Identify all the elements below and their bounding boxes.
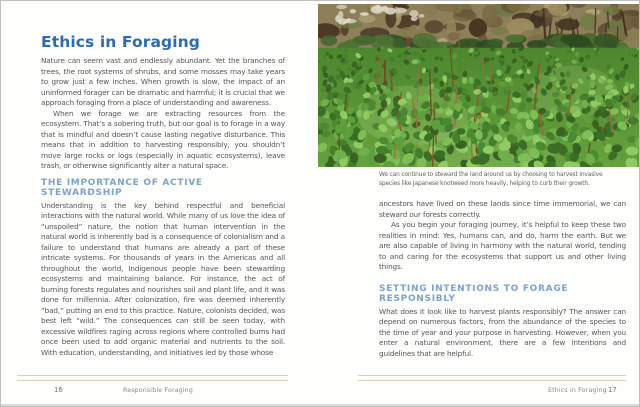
page-number-right: 17 (608, 386, 617, 394)
chapter-title: Ethics in Foraging (41, 33, 200, 51)
paragraph: What does it look like to harvest plants responsibly? The answer can depend on numerous factors, from the abundance of the species to the time of year and your purpose in harvesting. However, when you enter a natural environment, there are a few intentions and guidelines that are helpful. (379, 306, 626, 358)
paragraph: Understanding is the key behind respectful and beneficial interactions with the natural world. While many of us love the idea of “unspoiled” nature, the notion that human intervention in the natural world is inherently bad is a consequence of colonialism and a failure to understand that humans are already a part of these intricate systems. For thousands of years in the Americas and all throughout the world, Indigenous people have been stewarding ecosystems and maintaining balance. For instance, the act of burning forests regulates and nourishes soil and plant life, and it was done for millennia. After colonization, fire was deemed inherently “bad,” putting an end to this practice. Nature, colonists decided, was best left “wild.” The consequences can still be seen today, with excessive wildfires raging across regions where controlled burns had once been used to add organic material and nutrients to the soil. With education, understanding, and initiatives led by those whose (41, 200, 285, 357)
knotweed-photo (318, 4, 640, 167)
footer-rule-right (358, 375, 626, 381)
running-title-left: Responsible Foraging (123, 387, 194, 394)
paragraph: As you begin your foraging journey, it’s helpful to keep these two realities in mind: Yes, humans can, and do, harm the earth. But we are also capable of living in harmony with the natural world, tending to and caring for the ecosystems that support us and other living things. (379, 220, 626, 271)
paragraph: ancestors have lived on these lands since time immemorial, we can steward our forests correctly. (379, 199, 626, 219)
paragraph: Nature can seem vast and endlessly abundant. Yet the branches of trees, the root systems of shrubs, and some mosses may take years to grow just a few inches. When growth is slow, the impact of an uninformed forager can be dramatic and harmful; it is crucial that we approach foraging from a place of understanding and awareness. (41, 56, 285, 107)
running-title-right: Ethics in Foraging (548, 387, 607, 394)
section-heading-setting-intentions: SETTING INTENTIONS TO FORAGE RESPONSIBLY (379, 283, 569, 304)
section-heading-active-stewardship: THE IMPORTANCE OF ACTIVE STEWARDSHIP (41, 177, 203, 198)
left-page (41, 1, 285, 358)
photo-caption: We can continue to steward the land around us by choosing to harvest invasive species like Japanese knotweed more heavily, helping to curb their growth. (379, 172, 603, 187)
paragraph: When we forage we are extracting resources from the ecosystem. That’s a sobering truth, but our goal is to forage in a way that is mindful and doesn’t cause lasting negative disturbance. This means that in addition to harvesting responsibly, you shouldn’t move large rocks or logs (especially in aquatic ecosystems), leave trash, or otherwise significantly alter a natural space. (41, 108, 285, 170)
page-number-left: 16 (54, 386, 63, 394)
footer-rule-left (17, 375, 288, 381)
right-page (379, 199, 626, 359)
knotweed-photo-image (318, 4, 640, 167)
